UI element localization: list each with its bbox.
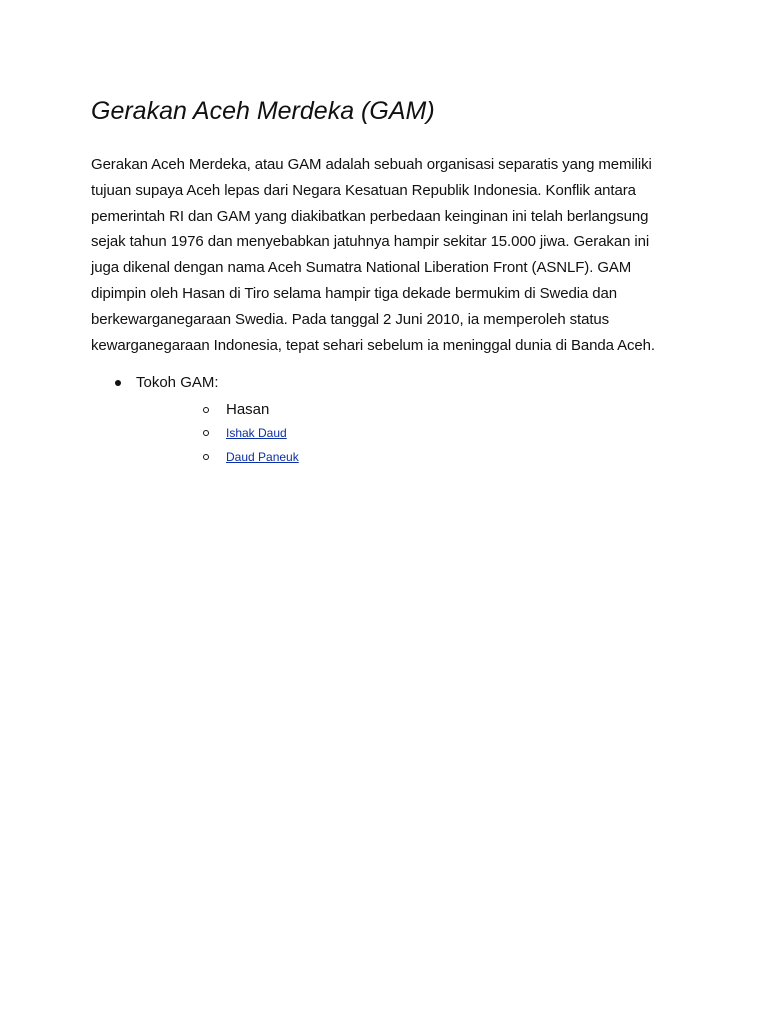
circle-bullet-icon xyxy=(203,430,209,436)
sublist-item-daud-paneuk xyxy=(136,445,681,469)
circle-bullet-icon xyxy=(203,454,209,460)
tokoh-list xyxy=(91,372,681,469)
ishak-daud-link[interactable]: Ishak Daud xyxy=(226,426,287,441)
body-paragraph: Gerakan Aceh Merdeka, atau GAM adalah sebuah organisasi separatis yang memiliki tujuan supaya Aceh lepas dari Negara Kesatuan Republik Indonesia. Konflik antara pemerintah RI dan GAM yang diakibatkan perbedaan keinginan ini telah berlangsung sejak tahun 1976 dan menyebabkan jatuhnya hampir sekitar 15.000 jiwa. Gerakan ini juga dikenal dengan nama Aceh Sumatra National Liberation Front (ASNLF). GAM dipimpin oleh Hasan di Tiro selama hampir tiga dekade bermukim di Swedia dan berkewarganegaraan Swedia. Pada tanggal 2 Juni 2010, ia memperoleh status kewarganegaraan Indonesia, tepat sehari sebelum ia meninggal dunia di Banda Aceh. xyxy=(91,156,655,354)
list-item xyxy=(91,372,681,469)
circle-bullet-icon xyxy=(203,407,209,413)
list-heading: Tokoh GAM: xyxy=(136,374,219,392)
sublist-item-label: Hasan xyxy=(226,401,270,419)
daud-paneuk-link[interactable]: Daud Paneuk xyxy=(226,450,299,465)
sublist-item-ishak-daud xyxy=(136,421,681,445)
tokoh-sublist xyxy=(136,398,681,469)
disc-bullet-icon xyxy=(115,380,121,386)
page-title: Gerakan Aceh Merdeka (GAM) xyxy=(91,97,435,125)
sublist-item-hasan xyxy=(136,398,681,421)
document-page xyxy=(91,92,681,469)
